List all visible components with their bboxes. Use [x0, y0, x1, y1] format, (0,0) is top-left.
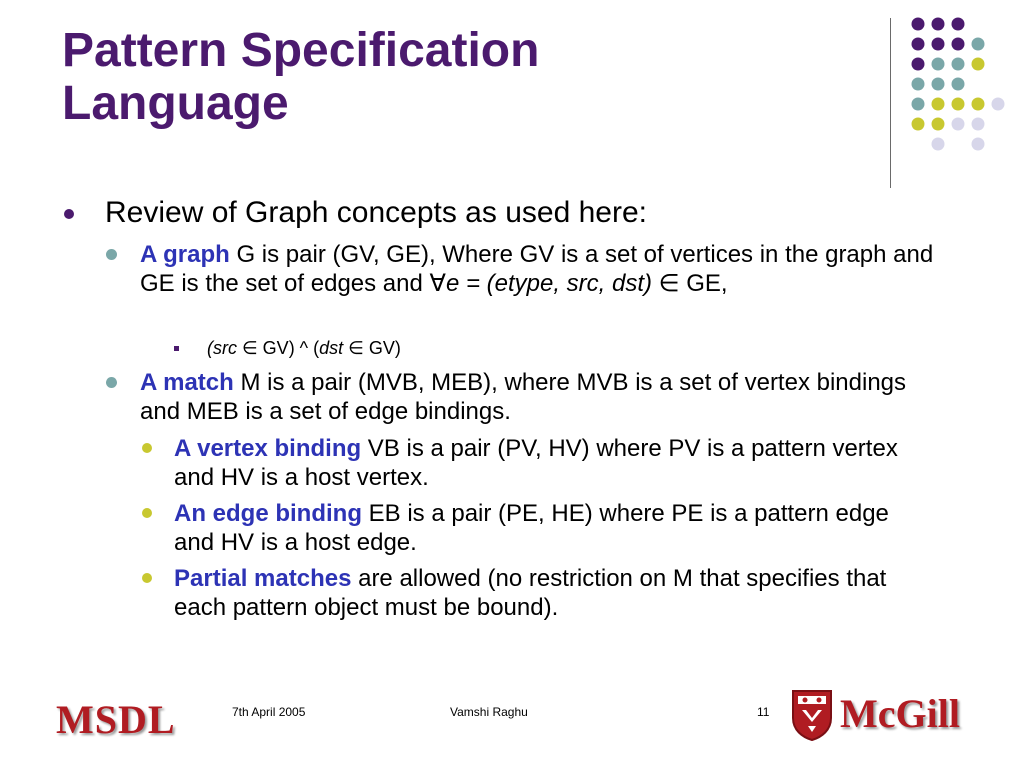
bullet-dot-icon — [64, 209, 74, 219]
bullet-graph-formula: e = (etype, src, dst) — [445, 270, 653, 297]
keyword-match: A match — [140, 369, 234, 396]
footer-date: 7th April 2005 — [232, 705, 306, 719]
src-dst-text-end: ∈ GV) — [343, 338, 401, 358]
bullet-square-icon — [174, 346, 179, 351]
footer-author: Vamshi Raghu — [450, 705, 528, 719]
bullet-edge-binding — [174, 499, 934, 557]
bullet-graph-text-end: ∈ GE, — [652, 270, 728, 297]
bullet-vertex-binding — [174, 434, 934, 492]
bullet-dot-icon — [106, 377, 117, 388]
mcgill-shield-icon — [790, 688, 834, 742]
title-line-1: Pattern Specification — [62, 24, 540, 77]
msdl-logo: MSDL — [56, 697, 176, 742]
bullet-review — [105, 196, 865, 230]
bullet-match — [140, 368, 950, 426]
bullet-graph — [140, 240, 950, 298]
keyword-partial-matches: Partial matches — [174, 565, 352, 592]
mcgill-logo — [790, 688, 990, 744]
bullet-partial-matches — [174, 564, 934, 622]
bullet-match-text: M is a pair (MVB, MEB), where MVB is a set of vertex bindings and MEB is a set of edge bindings. — [140, 369, 907, 425]
keyword-graph: A graph — [140, 241, 230, 268]
dst-term: dst — [319, 338, 344, 358]
keyword-edge-binding: An edge binding — [174, 500, 362, 527]
bullet-dot-icon — [142, 508, 152, 518]
bullet-graph-text: G is pair (GV, GE), Where GV is a set of vertices in the graph and GE is the set of edges and ∀ — [140, 241, 934, 297]
bullet-vertex-binding-text: VB is a pair (PV, HV) where PV is a pattern vertex and HV is a host vertex. — [174, 435, 898, 491]
bullet-review-text: Review of Graph concepts as used here: — [105, 196, 647, 229]
bullet-partial-matches-text: are allowed (no restriction on M that specifies that each pattern object must be bound). — [174, 565, 887, 621]
mcgill-wordmark: McGill — [840, 691, 960, 736]
bullet-src-dst — [207, 337, 807, 359]
bullet-dot-icon — [142, 443, 152, 453]
footer-page-number: 11 — [757, 705, 770, 719]
keyword-vertex-binding: A vertex binding — [174, 435, 362, 462]
src-term: (src — [207, 338, 237, 358]
src-dst-text: ∈ GV) ^ ( — [237, 338, 320, 358]
bullet-edge-binding-text: EB is a pair (PE, HE) where PE is a pattern edge and HV is a host edge. — [174, 500, 889, 556]
title-line-2: Language — [62, 77, 289, 130]
bullet-dot-icon — [106, 249, 117, 260]
bullet-dot-icon — [142, 573, 152, 583]
